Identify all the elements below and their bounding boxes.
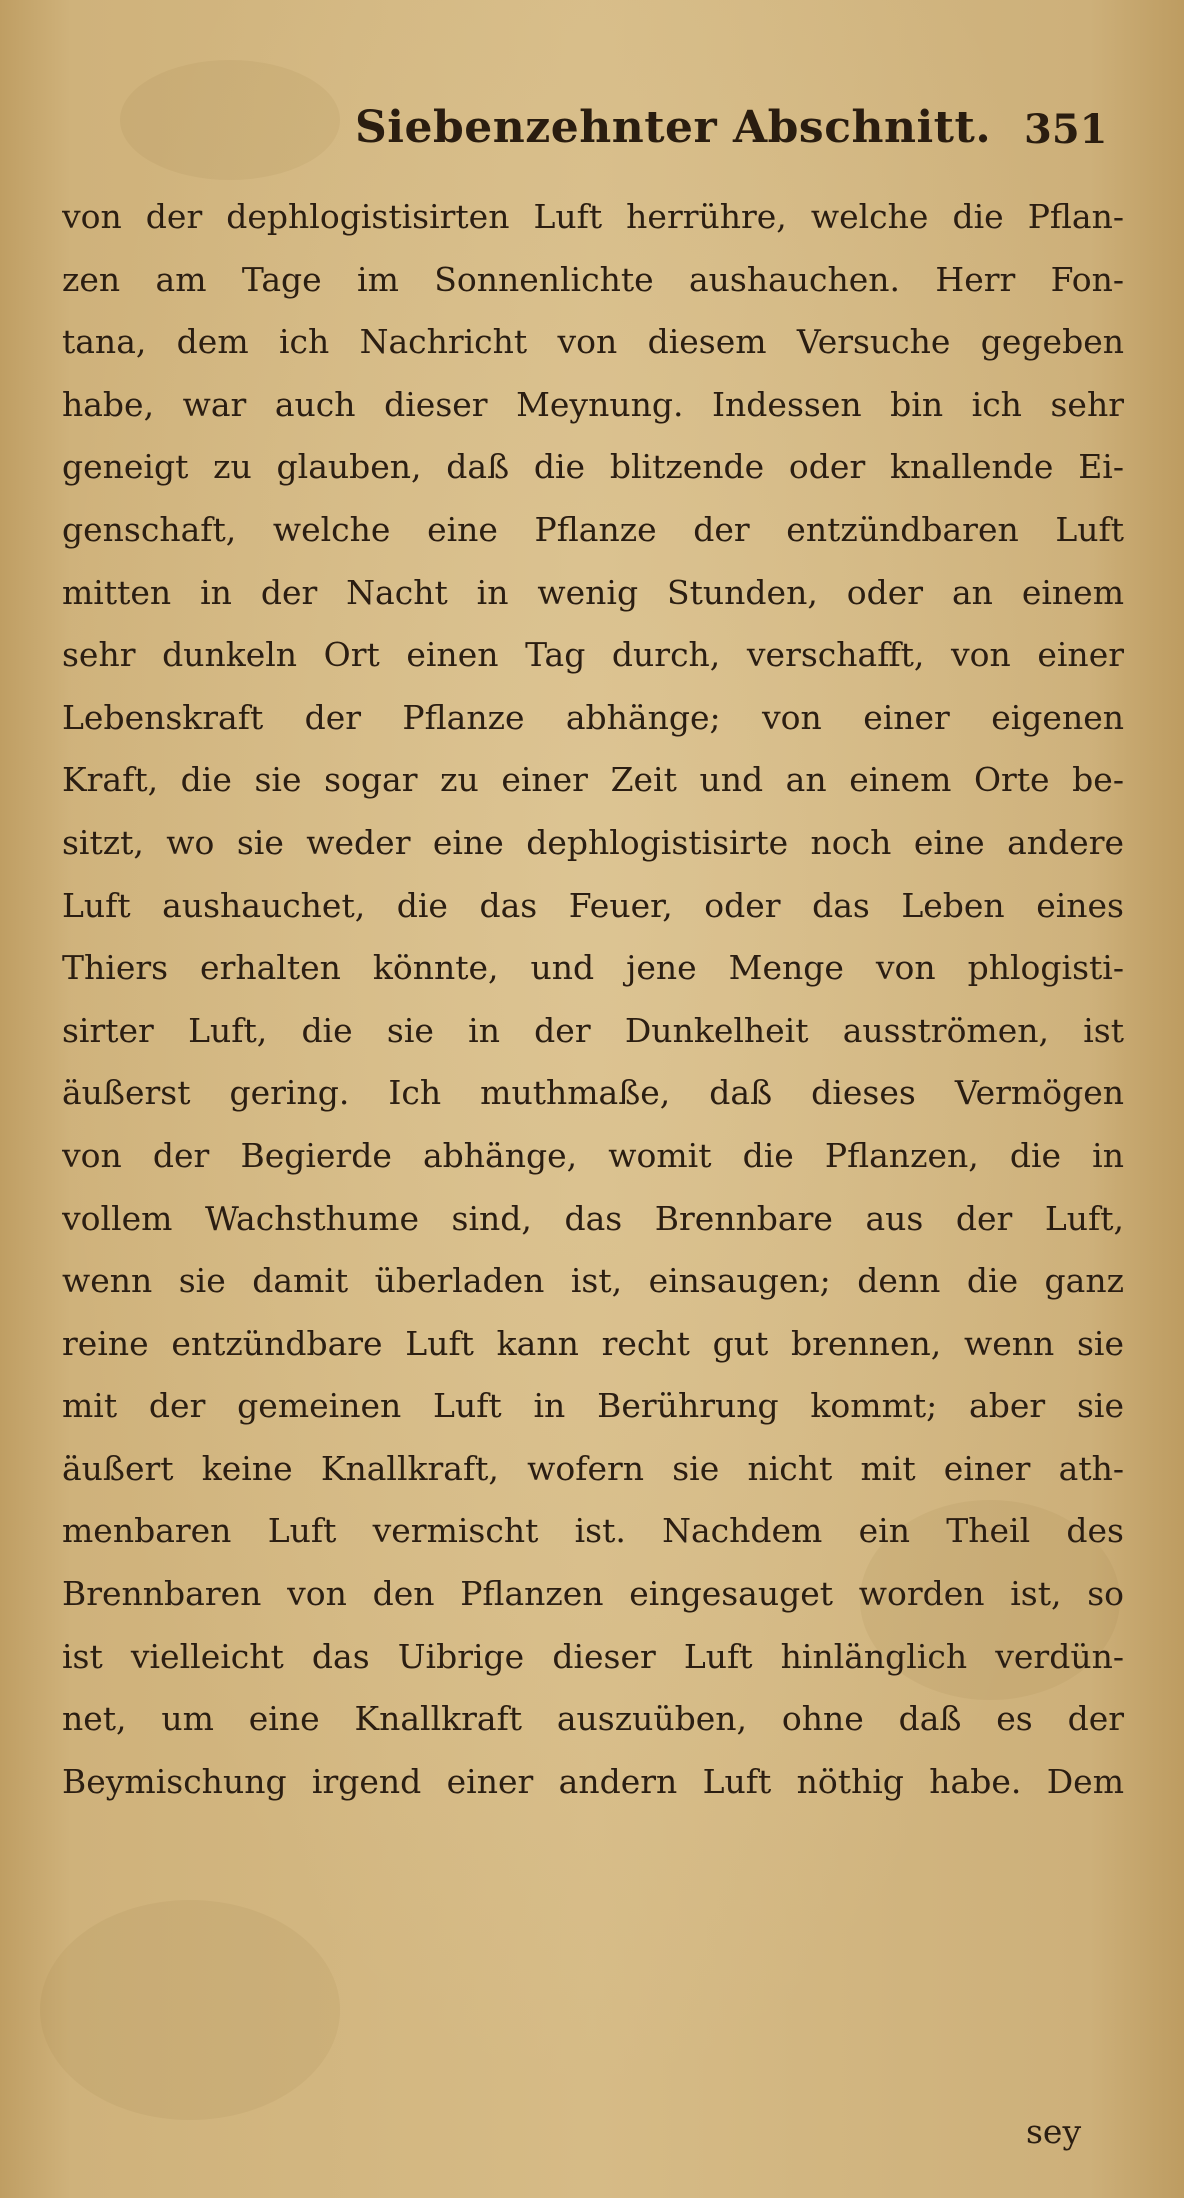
text-line: sehr dunkeln Ort einen Tag durch, verschafft, von einer	[62, 635, 1124, 675]
text-line: sirter Luft, die sie in der Dunkelheit ausströmen, ist	[62, 1010, 1124, 1050]
text-line: Brennbaren von den Pflanzen eingesauget worden ist, so	[62, 1574, 1124, 1614]
text-line: tana, dem ich Nachricht von diesem Versuche gegeben	[62, 322, 1124, 362]
text-line: Lebenskraft der Pflanze abhänge; von einer eigenen	[62, 697, 1124, 737]
running-title: Siebenzehnter Abschnitt.	[355, 102, 992, 153]
body-text	[62, 186, 1124, 1813]
text-line: Kraft, die sie sogar zu einer Zeit und an einem Orte be-	[62, 760, 1124, 800]
text-line: zen am Tage im Sonnenlichte aushauchen. Herr Fon-	[62, 259, 1124, 299]
paper-stain	[40, 1900, 340, 2120]
text-line: genschaft, welche eine Pflanze der entzündbaren Luft	[62, 509, 1124, 549]
text-line: mitten in der Nacht in wenig Stunden, oder an einem	[62, 572, 1124, 612]
text-line: Thiers erhalten könnte, und jene Menge von phlogisti-	[62, 948, 1124, 988]
text-line: Beymischung irgend einer andern Luft nöthig habe. Dem	[62, 1761, 1124, 1801]
page-header	[0, 102, 1184, 172]
text-line: äußert keine Knallkraft, wofern sie nicht mit einer ath-	[62, 1448, 1124, 1488]
text-line: von der dephlogistisirten Luft herrühre, welche die Pflan-	[62, 197, 1124, 236]
text-line: mit der gemeinen Luft in Berührung kommt; aber sie	[62, 1386, 1124, 1426]
page-number: 351	[1024, 106, 1108, 153]
text-line: äußerst gering. Ich muthmaße, daß dieses Vermögen	[62, 1073, 1124, 1113]
text-line: von der Begierde abhänge, womit die Pflanzen, die in	[62, 1135, 1124, 1175]
text-line: Luft aushauchet, die das Feuer, oder das Leben eines	[62, 885, 1124, 925]
text-line: habe, war auch dieser Meynung. Indessen bin ich sehr	[62, 384, 1124, 424]
catchword: sey	[1026, 2112, 1082, 2151]
text-line: vollem Wachsthume sind, das Brennbare aus der Luft,	[62, 1198, 1124, 1238]
text-line: ist vielleicht das Uibrige dieser Luft hinlänglich verdün-	[62, 1636, 1124, 1676]
text-line: menbaren Luft vermischt ist. Nachdem ein Theil des	[62, 1511, 1124, 1551]
text-line: reine entzündbare Luft kann recht gut brennen, wenn sie	[62, 1323, 1124, 1363]
text-line: wenn sie damit überladen ist, einsaugen; denn die ganz	[62, 1261, 1124, 1301]
text-line: net, um eine Knallkraft auszuüben, ohne daß es der	[62, 1699, 1124, 1739]
text-line: sitzt, wo sie weder eine dephlogistisirte noch eine andere	[62, 822, 1124, 862]
text-line: geneigt zu glauben, daß die blitzende oder knallende Ei-	[62, 447, 1124, 487]
